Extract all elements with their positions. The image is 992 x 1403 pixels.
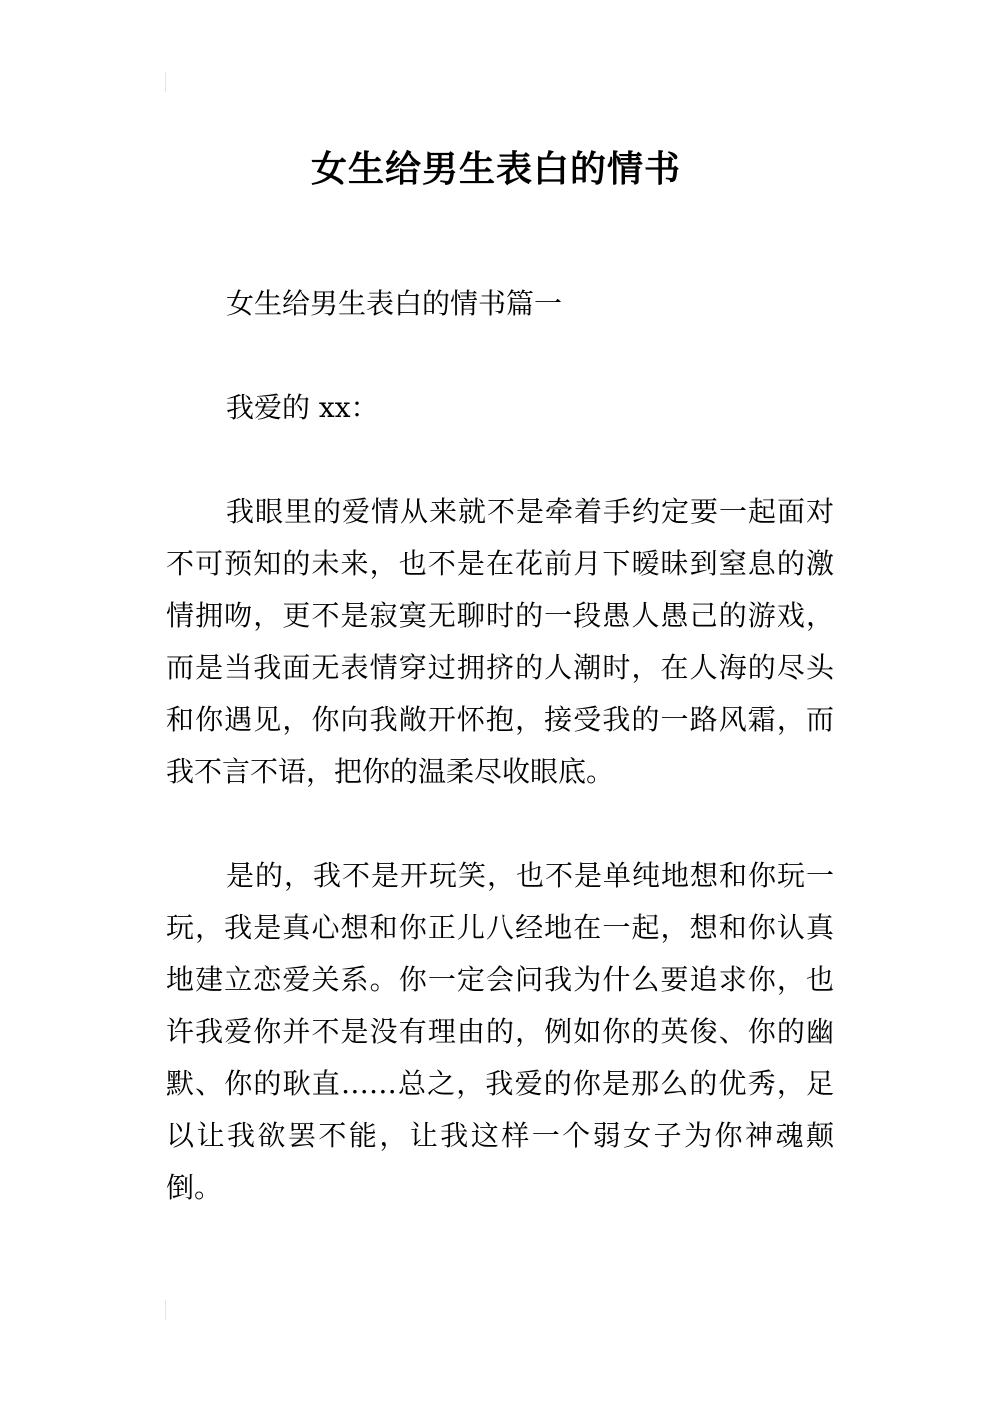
page-margin-mark-bottom — [165, 1300, 166, 1320]
section-heading: 女生给男生表白的情书篇一 — [226, 287, 563, 320]
document-title: 女生给男生表白的情书 — [310, 149, 681, 191]
letter-salutation: 我爱的 xx： — [226, 391, 379, 424]
document-body — [166, 278, 834, 1214]
body-paragraph: 我眼里的爱情从来就不是牵着手约定要一起面对不可预知的未来，也不是在花前月下暧昧到窒息的激情拥吻，更不是寂寞无聊时的一段愚人愚己的游戏，而是当我面无表情穿过拥挤的人潮时，在人海的尽头和你遇见，你向我敞开怀抱，接受我的一路风霜，而我不言不语，把你的温柔尽收眼底。 — [166, 495, 834, 788]
body-paragraph: 是的，我不是开玩笑，也不是单纯地想和你玩一玩，我是真心想和你正儿八经地在一起，想和你认真地建立恋爱关系。你一定会问我为什么要追求你，也许我爱你并不是没有理由的，例如你的英俊、你的幽默、你的耿直……总之，我爱的你是那么的优秀，足以让我欲罢不能，让我这样一个弱女子为你神魂颠倒。 — [166, 859, 834, 1204]
page-margin-mark-top — [165, 72, 166, 92]
